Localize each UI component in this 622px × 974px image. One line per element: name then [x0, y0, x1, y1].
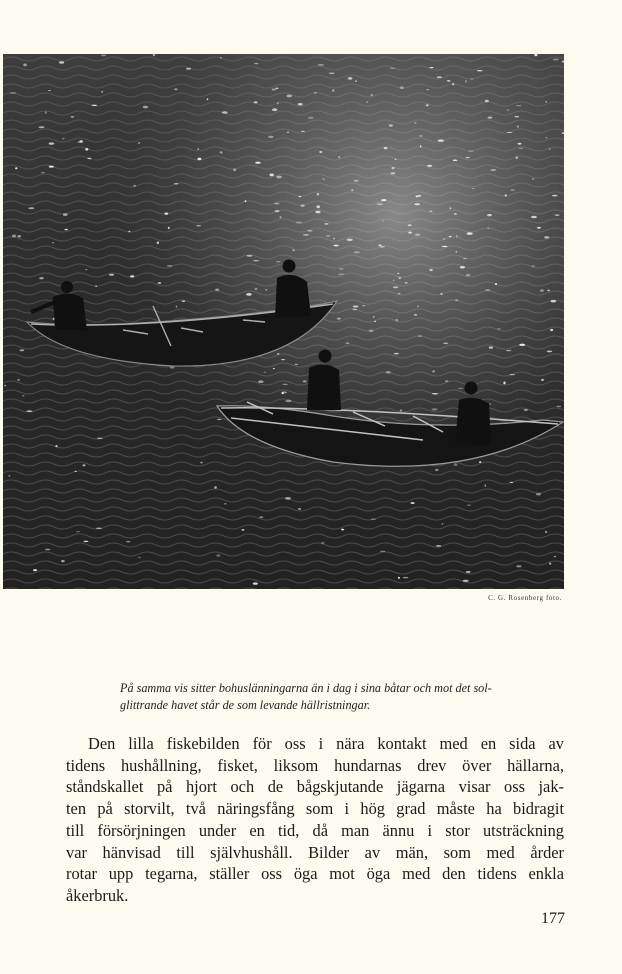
photo-credit: C. G. Rosenberg foto.: [488, 594, 562, 602]
page-number: 177: [541, 910, 565, 927]
body-line: till försörjningen under en tid, då man ännu i stor utsträckning: [66, 820, 564, 840]
body-line: var hänvisad till självhushåll. Bilder av män, som med årder: [66, 842, 564, 862]
photograph-fishing-boats: [3, 54, 564, 589]
photo-caption: [120, 680, 565, 714]
body-line: rotar upp tegarna, ställer oss öga mot öga med den tidens enkla: [66, 864, 564, 884]
caption-line: På samma vis sitter bohuslänningarna än i dag i sina båtar och mot det sol-: [120, 681, 492, 695]
body-line: Den lilla fiskebilden för oss i nära kontakt med en sida av: [88, 734, 564, 753]
body-line: ten på storvilt, två näringsfång som i hög grad måste ha bidragit: [66, 799, 564, 819]
body-line: ståndskallet på hjort och de bågskjutande jägarna visar oss jak-: [66, 777, 564, 797]
body-line: tidens hushållning, fisket, liksom hundarnas drev över hällarna,: [66, 755, 564, 775]
body-line: åkerbruk.: [66, 885, 129, 905]
body-paragraph: [66, 733, 564, 907]
caption-line: glittrande havet står de som levande hällristningar.: [120, 698, 371, 712]
